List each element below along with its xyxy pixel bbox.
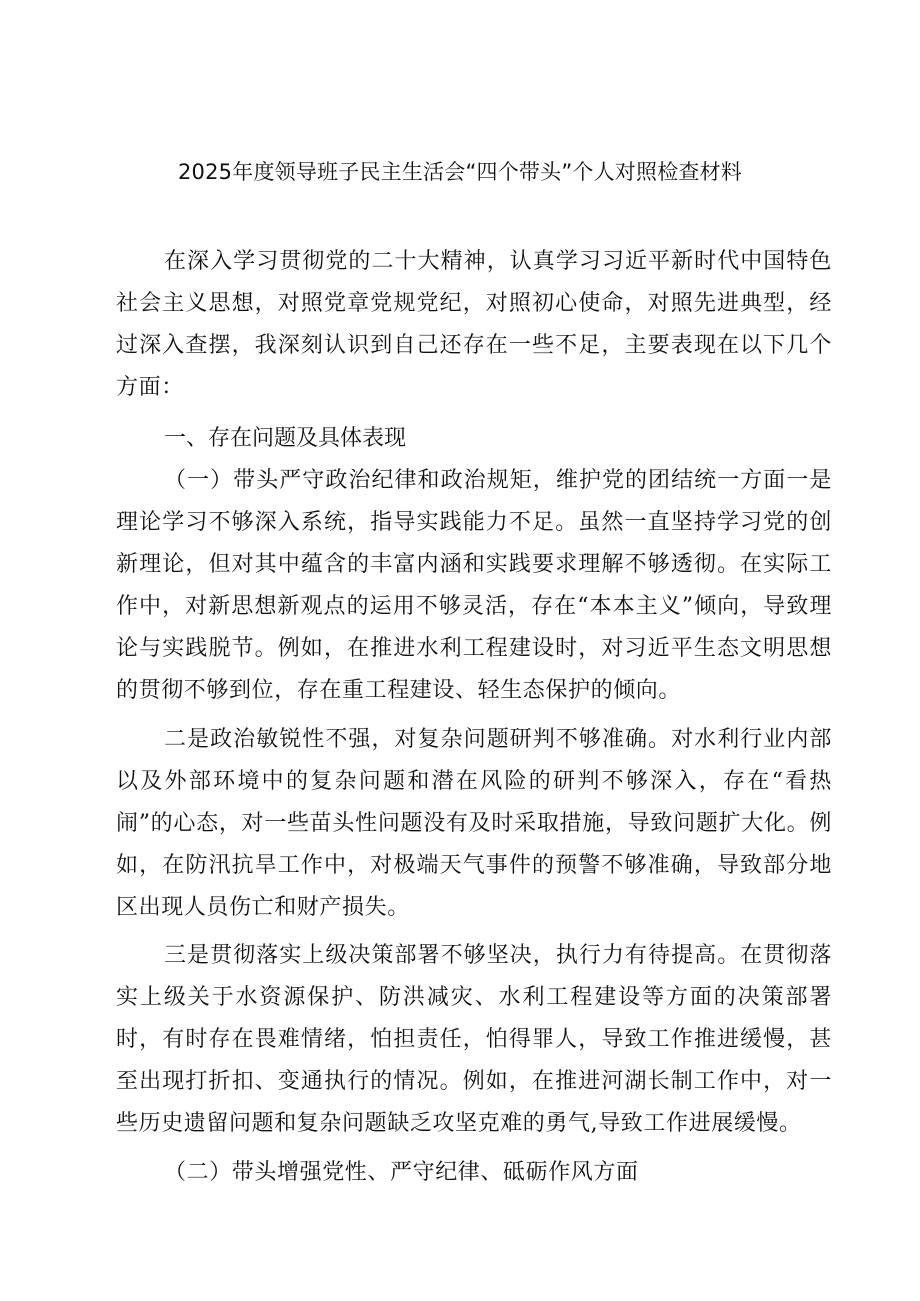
document-title: 2025年度领导班子民主生活会“四个带头”个人对照检查材料 bbox=[178, 160, 742, 184]
subsection-2-heading: （二）带头增强党性、严守纪律、砥砺作风方面 bbox=[164, 1160, 639, 1185]
section-heading: 一、存在问题及具体表现 bbox=[164, 426, 407, 451]
subsection-1-paragraph: （一）带头严守政治纪律和政治规矩，维护党的团结统一方面一是理论学习不够深入系统，指导实践能力不足。虽然一直坚持学习党的创新理论，但对其中蕴含的丰富内涵和实践要求理解不够透彻。在实际工作中，对新思想新观点的运用不够灵活，存在“本本主义”倾向，导致理论与实践脱节。例如，在推进水利工程建设时，对习近平生态文明思想的贯彻不够到位，存在重工程建设、轻生态保护的倾向。 bbox=[116, 468, 832, 703]
intro-paragraph: 在深入学习贯彻党的二十大精神，认真学习习近平新时代中国特色社会主义思想，对照党章党规党纪，对照初心使命，对照先进典型，经过深入查摆，我深刻认识到自己还存在一些不足，主要表现在以下几个方面： bbox=[116, 249, 832, 400]
point-2-paragraph: 二是政治敏锐性不强，对复杂问题研判不够准确。对水利行业内部以及外部环境中的复杂问题和潜在风险的研判不够深入，存在“看热闹”的心态，对一些苗头性问题没有及时采取措施，导致问题扩大化。例如，在防汛抗旱工作中，对极端天气事件的预警不够准确，导致部分地区出现人员伤亡和财产损失。 bbox=[116, 727, 832, 920]
point-3-paragraph: 三是贯彻落实上级决策部署不够坚决，执行力有待提高。在贯彻落实上级关于水资源保护、防洪减灾、水利工程建设等方面的决策部署时，有时存在畏难情绪，怕担责任，怕得罪人，导致工作推进缓慢，甚至出现打折扣、变通执行的情况。例如，在推进河湖长制工作中，对一些历史遗留问题和复杂问题缺乏攻坚克难的勇气,导致工作进展缓慢。 bbox=[116, 943, 832, 1136]
